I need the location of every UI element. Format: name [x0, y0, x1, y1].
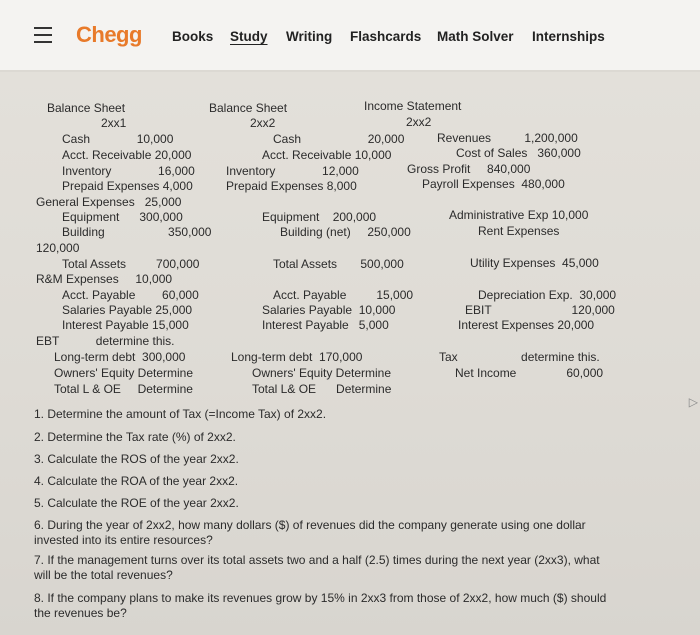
- is-line: Net Income 60,000: [455, 366, 604, 380]
- nav-internships[interactable]: Internships: [532, 29, 605, 44]
- bs2-line: Total Assets 500,000: [273, 257, 404, 271]
- bs1-line: Total Assets 700,000: [62, 257, 200, 271]
- bs1-title: Balance Sheet: [47, 101, 126, 115]
- bs2-year: 2xx2: [250, 116, 276, 130]
- bs1-line: EBT determine this.: [36, 334, 175, 348]
- nav-writing[interactable]: Writing: [286, 29, 333, 44]
- top-navigation-bar: [0, 0, 700, 70]
- bs2-line: Building (net) 250,000: [280, 225, 411, 239]
- is-line: EBIT 120,000: [465, 303, 615, 317]
- is-line: Administrative Exp 10,000: [449, 208, 589, 222]
- menu-icon[interactable]: [34, 27, 52, 43]
- is-line: Tax determine this.: [439, 350, 600, 364]
- bs1-line: Total L & OE Determine: [54, 382, 193, 396]
- question-item: 7. If the management turns over its total assets two and a half (2.5) times during the next year (2xx3), what: [34, 553, 600, 567]
- bs2-line: Acct. Receivable 10,000: [262, 148, 392, 162]
- question-item: 5. Calculate the ROE of the year 2xx2.: [34, 496, 239, 510]
- is-line: Payroll Expenses 480,000: [422, 177, 565, 191]
- bs1-line: Interest Payable 15,000: [62, 318, 189, 332]
- bs2-title: Balance Sheet: [209, 101, 288, 115]
- is-line: Interest Expenses 20,000: [458, 318, 595, 332]
- bs1-line: Salaries Payable 25,000: [62, 303, 193, 317]
- bs1-line: Owners' Equity Determine: [54, 366, 194, 380]
- bs2-line: Prepaid Expenses 8,000: [226, 179, 357, 193]
- bs1-line: Equipment 300,000: [62, 210, 183, 224]
- is-line: Cost of Sales 360,000: [456, 146, 581, 160]
- bs2-line: Salaries Payable 10,000: [262, 303, 396, 317]
- is-line: Utility Expenses 45,000: [470, 256, 599, 270]
- nav-flashcards[interactable]: Flashcards: [350, 29, 422, 44]
- bs2-line: Inventory 12,000: [226, 164, 359, 178]
- bs1-line: Long-term debt 300,000: [54, 350, 186, 364]
- bs1-line: Building 350,000: [62, 225, 212, 239]
- is-line: Revenues 1,200,000: [437, 131, 578, 145]
- bs2-line: Cash 20,000: [273, 132, 405, 146]
- bs2-line: Acct. Payable 15,000: [273, 288, 414, 302]
- question-item: 2. Determine the Tax rate (%) of 2xx2.: [34, 430, 236, 444]
- nav-math-solver[interactable]: Math Solver: [437, 29, 514, 44]
- is-line: Gross Profit 840,000: [407, 162, 531, 176]
- question-item: 6. During the year of 2xx2, how many dollars ($) of revenues did the company generate using one dollar: [34, 518, 586, 532]
- bs1-line: General Expenses 25,000: [36, 195, 182, 209]
- bs2-line: Equipment 200,000: [262, 210, 377, 224]
- question-item: 3. Calculate the ROS of the year 2xx2.: [34, 452, 239, 466]
- bs2-line: Long-term debt 170,000: [231, 350, 363, 364]
- bs2-line: Interest Payable 5,000: [262, 318, 389, 332]
- is-line: Depreciation Exp. 30,000: [478, 288, 617, 302]
- nav-study[interactable]: Study: [230, 29, 268, 44]
- question-item: 8. If the company plans to make its revenues grow by 15% in 2xx3 from those of 2xx2, how much ($) should: [34, 591, 607, 605]
- nav-books[interactable]: Books: [172, 29, 214, 44]
- bs1-line: Cash 10,000: [62, 132, 174, 146]
- bs1-year: 2xx1: [101, 116, 127, 130]
- bs1-line: Acct. Payable 60,000: [62, 288, 199, 302]
- bs1-line: R&M Expenses 10,000: [36, 272, 173, 286]
- question-item: 1. Determine the amount of Tax (=Income Tax) of 2xx2.: [34, 407, 327, 421]
- mouse-cursor-icon: ▷: [688, 395, 698, 409]
- chegg-logo[interactable]: Chegg: [76, 22, 142, 47]
- is-line: Rent Expenses: [478, 224, 560, 238]
- question-item: the revenues be?: [34, 606, 127, 620]
- question-item: invested into its entire resources?: [34, 533, 213, 547]
- is-title: Income Statement: [364, 99, 462, 113]
- bs1-line: Inventory 16,000: [62, 164, 195, 178]
- bs1-line: 120,000: [36, 241, 80, 255]
- bs1-line: Acct. Receivable 20,000: [62, 148, 192, 162]
- is-year: 2xx2: [406, 115, 432, 129]
- bs2-line: Owners' Equity Determine: [252, 366, 392, 380]
- bs1-line: Prepaid Expenses 4,000: [62, 179, 193, 193]
- bs2-line: Total L& OE Determine: [252, 382, 392, 396]
- question-item: will be the total revenues?: [34, 568, 173, 582]
- question-item: 4. Calculate the ROA of the year 2xx2.: [34, 474, 239, 488]
